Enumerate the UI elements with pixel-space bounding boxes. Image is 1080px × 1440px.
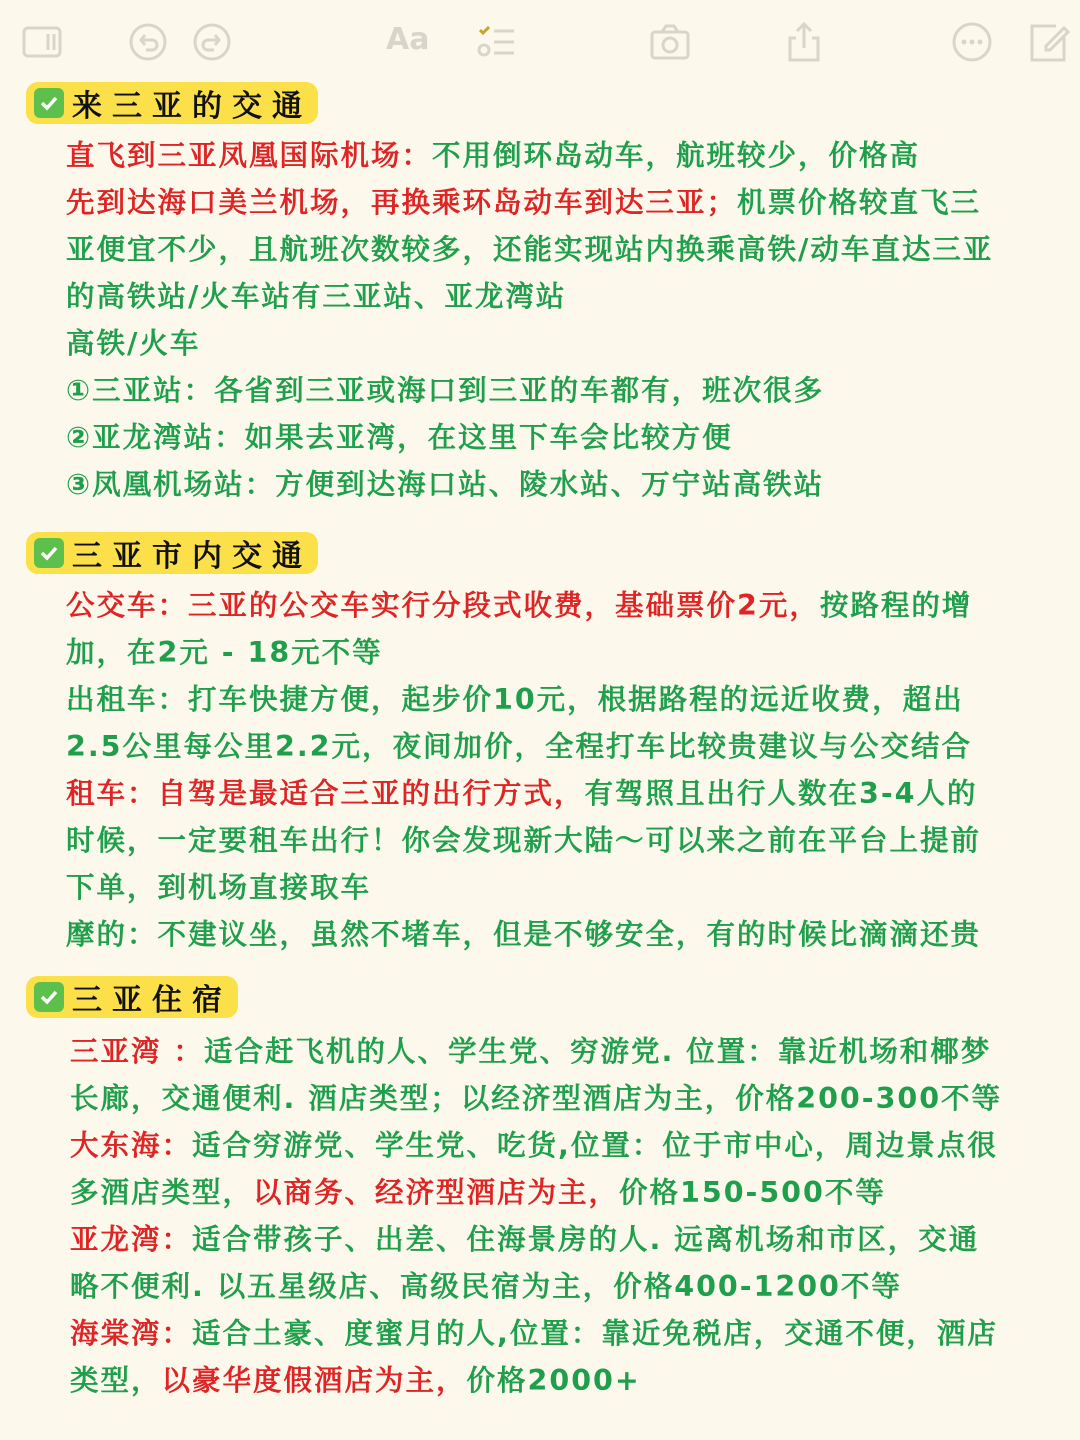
text-segment: 价格2000+: [466, 1364, 641, 1397]
text-line: [66, 864, 1056, 911]
text-segment: 适合土豪、度蜜月的人,位置：靠近免税店，交通不便，酒店: [192, 1317, 998, 1350]
section-title: 三亚住宿: [72, 983, 232, 1018]
sidebar-toggle-icon[interactable]: [18, 18, 66, 66]
section-heading: [26, 82, 318, 124]
text-line: [70, 1310, 1060, 1357]
text-segment: 价格150-500不等: [619, 1176, 886, 1209]
text-line: [66, 676, 1056, 723]
text-segment: 公交车：三亚的公交车实行分段式收费，基础票价2元，: [66, 589, 820, 622]
text-line: [66, 461, 1056, 508]
text-line: [66, 817, 1056, 864]
text-segment: 有驾照且出行人数在3-4人的: [584, 777, 978, 810]
text-segment: 租车：自驾是最适合三亚的出行方式，: [66, 777, 585, 810]
text-segment: 类型，: [70, 1364, 162, 1397]
text-line: [70, 1028, 1060, 1075]
text-line: [66, 367, 1056, 414]
text-line: [66, 629, 1056, 676]
text-segment: ③凤凰机场站：方便到达海口站、陵水站、万宁站高铁站: [66, 468, 825, 501]
text-segment: 加，在2元 - 18元不等: [66, 636, 383, 669]
section-heading: [26, 532, 318, 574]
text-line: [66, 723, 1056, 770]
section-body: [70, 1028, 1060, 1404]
text-line: [70, 1263, 1060, 1310]
text-line: [66, 179, 1056, 226]
text-segment: 出租车：打车快捷方便，起步价10元，根据路程的远近收费，超出: [66, 683, 964, 716]
text-segment: 适合带孩子、出差、住海景房的人. 远离机场和市区，交通: [192, 1223, 980, 1256]
text-line: [66, 226, 1056, 273]
checklist-icon[interactable]: [472, 18, 520, 66]
text-line: [66, 414, 1056, 461]
more-options-icon[interactable]: [948, 18, 996, 66]
text-segment: 海棠湾：: [70, 1317, 193, 1350]
text-segment: 三亚湾 ：: [70, 1035, 204, 1068]
text-segment: 的高铁站/火车站有三亚站、亚龙湾站: [66, 280, 567, 313]
text-format-button[interactable]: Aa: [386, 22, 430, 57]
text-line: [70, 1075, 1060, 1122]
undo-icon[interactable]: [124, 18, 172, 66]
text-segment: 亚便宜不少，且航班次数较多，还能实现站内换乘高铁/动车直达三亚: [66, 233, 994, 266]
redo-icon[interactable]: [188, 18, 236, 66]
compose-icon[interactable]: [1024, 18, 1072, 66]
text-line: [70, 1357, 1060, 1404]
text-line: [66, 770, 1056, 817]
notes-toolbar: [0, 0, 1080, 84]
text-segment: 时候，一定要租车出行！你会发现新大陆～可以来之前在平台上提前: [66, 824, 982, 857]
section-title: 三亚市内交通: [72, 539, 312, 574]
text-segment: ①三亚站：各省到三亚或海口到三亚的车都有，班次很多: [66, 374, 825, 407]
text-segment: 直飞到三亚凤凰国际机场：: [66, 139, 433, 172]
text-segment: 按路程的增: [819, 589, 973, 622]
text-segment: 适合穷游党、学生党、吃货,位置：位于市中心，周边景点很: [192, 1129, 998, 1162]
text-segment: 下单，到机场直接取车: [66, 871, 372, 904]
text-segment: 不用倒环岛动车，航班较少，价格高: [432, 139, 921, 172]
text-segment: 机票价格较直飞三: [737, 186, 982, 219]
text-line: [66, 911, 1056, 958]
text-segment: 先到达海口美兰机场，再换乘环岛动车到达三亚；: [66, 186, 738, 219]
text-segment: 大东海：: [70, 1129, 193, 1162]
text-segment: ②亚龙湾站：如果去亚湾，在这里下车会比较方便: [66, 421, 733, 454]
checkmark-icon: [34, 538, 64, 568]
text-segment: 2.5公里每公里2.2元，夜间加价，全程打车比较贵建议与公交结合: [66, 730, 972, 763]
checkmark-icon: [34, 88, 64, 118]
text-line: [66, 132, 1056, 179]
share-icon[interactable]: [780, 18, 828, 66]
section-body: [66, 132, 1056, 508]
text-segment: 亚龙湾：: [70, 1223, 193, 1256]
text-line: [70, 1216, 1060, 1263]
camera-icon[interactable]: [646, 18, 694, 66]
text-segment: 高铁/火车: [66, 327, 201, 360]
text-segment: 适合赶飞机的人、学生党、穷游党. 位置：靠近机场和椰梦: [203, 1035, 992, 1068]
text-line: [66, 320, 1056, 367]
text-line: [70, 1122, 1060, 1169]
section-heading: [26, 976, 238, 1018]
text-segment: 略不便利. 以五星级店、高级民宿为主，价格400-1200不等: [70, 1270, 902, 1303]
checkmark-icon: [34, 982, 64, 1012]
text-line: [66, 582, 1056, 629]
section-body: [66, 582, 1056, 958]
section-title: 来三亚的交通: [72, 89, 312, 124]
text-line: [70, 1169, 1060, 1216]
text-line: [66, 273, 1056, 320]
text-segment: 多酒店类型，: [70, 1176, 254, 1209]
text-segment: 以商务、经济型酒店为主，: [253, 1176, 620, 1209]
text-segment: 摩的：不建议坐，虽然不堵车，但是不够安全，有的时候比滴滴还贵: [66, 918, 982, 951]
text-segment: 长廊，交通便利. 酒店类型；以经济型酒店为主，价格200-300不等: [70, 1082, 1003, 1115]
text-segment: 以豪华度假酒店为主，: [161, 1364, 467, 1397]
